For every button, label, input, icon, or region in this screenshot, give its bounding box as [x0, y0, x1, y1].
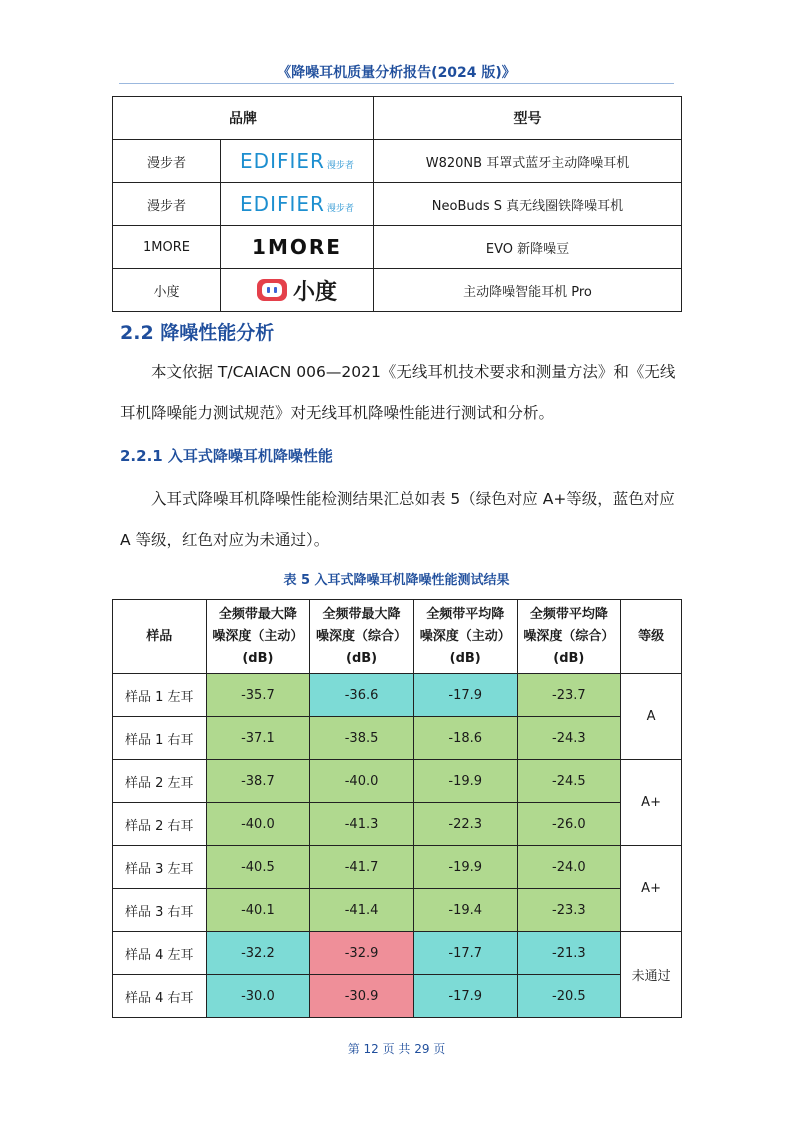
- model-column-header: 型号: [374, 97, 682, 140]
- value-cell: -23.3: [517, 889, 621, 932]
- xiaodu-logo-text: 小度: [292, 279, 337, 305]
- section-heading-2-2-1: 2.2.1 入耳式降噪耳机降噪性能: [120, 447, 333, 465]
- table-row: [113, 932, 682, 975]
- table-row: [113, 140, 682, 183]
- sample-cell: 样品 3 左耳: [113, 846, 207, 889]
- value-cell: -26.0: [517, 803, 621, 846]
- value-cell: -19.4: [413, 889, 517, 932]
- value-cell: -19.9: [413, 760, 517, 803]
- brand-cell: 漫步者: [113, 183, 221, 226]
- value-cell: -38.7: [206, 760, 310, 803]
- table-row: [113, 975, 682, 1018]
- value-cell: -40.0: [310, 760, 414, 803]
- body-paragraph: 入耳式降噪耳机降噪性能检测结果汇总如表 5（绿色对应 A+等级，蓝色对应 A 等级，红色对应为未通过）。: [120, 490, 675, 549]
- table-row: [113, 889, 682, 932]
- header-divider: [119, 83, 674, 84]
- avg-combined-column-header: [517, 600, 621, 674]
- value-cell: -23.7: [517, 674, 621, 717]
- grade-column-header: 等级: [621, 600, 682, 674]
- grade-cell: A+: [621, 846, 682, 932]
- brand-cell: 小度: [113, 269, 221, 312]
- max-combined-column-header: [310, 600, 414, 674]
- value-cell: -40.5: [206, 846, 310, 889]
- header-line: 全频带平均降: [529, 606, 608, 622]
- brand-table-header-row: [113, 97, 682, 140]
- value-cell: -17.9: [413, 975, 517, 1018]
- table-row: [113, 674, 682, 717]
- table-row: [113, 226, 682, 269]
- sample-cell: 样品 1 左耳: [113, 674, 207, 717]
- value-cell: -32.2: [206, 932, 310, 975]
- xiaodu-logo-icon: [257, 279, 287, 301]
- sample-cell: 样品 4 左耳: [113, 932, 207, 975]
- sample-column-header: 样品: [113, 600, 207, 674]
- header-line: 噪深度（主动）: [212, 628, 304, 644]
- value-cell: -30.0: [206, 975, 310, 1018]
- table-row: [113, 269, 682, 312]
- value-cell: -35.7: [206, 674, 310, 717]
- value-cell: -40.1: [206, 889, 310, 932]
- header-line: 全频带平均降: [426, 606, 505, 622]
- value-cell: -24.0: [517, 846, 621, 889]
- header-line: (dB): [242, 650, 274, 666]
- brand-cell: 漫步者: [113, 140, 221, 183]
- table-caption: 表 5 入耳式降噪耳机降噪性能测试结果: [283, 573, 510, 588]
- report-header-title: 《降噪耳机质量分析报告(2024 版)》: [277, 65, 516, 81]
- 1more-logo-text: 1MORE: [252, 235, 342, 259]
- value-cell: -32.9: [310, 932, 414, 975]
- brand-cell: 1MORE: [113, 226, 221, 269]
- header-line: (dB): [449, 650, 481, 666]
- header-line: 噪深度（综合）: [523, 628, 615, 644]
- sample-cell: 样品 1 右耳: [113, 717, 207, 760]
- value-cell: -40.0: [206, 803, 310, 846]
- value-cell: -17.9: [413, 674, 517, 717]
- value-cell: -30.9: [310, 975, 414, 1018]
- table-row: [113, 183, 682, 226]
- value-cell: -20.5: [517, 975, 621, 1018]
- value-cell: -19.9: [413, 846, 517, 889]
- table-row: [113, 717, 682, 760]
- table-row: [113, 803, 682, 846]
- edifier-logo-subtext: 漫步者: [326, 161, 354, 171]
- brand-column-header: 品牌: [113, 97, 374, 140]
- edifier-logo-text: EDIFIER: [240, 149, 325, 173]
- value-cell: -17.7: [413, 932, 517, 975]
- value-cell: -24.5: [517, 760, 621, 803]
- result-table-header-row: [113, 600, 682, 674]
- sample-cell: 样品 4 右耳: [113, 975, 207, 1018]
- sample-cell: 样品 3 右耳: [113, 889, 207, 932]
- max-active-column-header: [206, 600, 310, 674]
- noise-cancelling-results-table: [112, 599, 682, 1018]
- edifier-logo-text: EDIFIER: [240, 192, 325, 216]
- result-table-body: [113, 674, 682, 1018]
- value-cell: -38.5: [310, 717, 414, 760]
- table-row: [113, 760, 682, 803]
- 1more-logo: [221, 226, 374, 269]
- model-cell: W820NB 耳罩式蓝牙主动降噪耳机: [374, 140, 682, 183]
- header-line: (dB): [346, 650, 378, 666]
- value-cell: -18.6: [413, 717, 517, 760]
- model-cell: 主动降噪智能耳机 Pro: [374, 269, 682, 312]
- header-line: 全频带最大降: [322, 606, 401, 622]
- header-line: (dB): [553, 650, 585, 666]
- grade-cell: 未通过: [621, 932, 682, 1018]
- header-line: 噪深度（综合）: [316, 628, 408, 644]
- value-cell: -24.3: [517, 717, 621, 760]
- grade-cell: A: [621, 674, 682, 760]
- value-cell: -41.7: [310, 846, 414, 889]
- brand-model-table: [112, 96, 682, 312]
- sample-cell: 样品 2 左耳: [113, 760, 207, 803]
- body-paragraph: 本文依据 T/CAIACN 006—2021《无线耳机技术要求和测量方法》和《无线耳机降噪能力测试规范》对无线耳机降噪性能进行测试和分析。: [120, 363, 676, 422]
- xiaodu-logo: [221, 269, 374, 312]
- header-line: 噪深度（主动）: [419, 628, 511, 644]
- value-cell: -37.1: [206, 717, 310, 760]
- edifier-logo: [221, 140, 374, 183]
- sample-cell: 样品 2 右耳: [113, 803, 207, 846]
- edifier-logo-subtext: 漫步者: [326, 204, 354, 214]
- page-number: 第 12 页 共 29 页: [347, 1042, 446, 1056]
- value-cell: -36.6: [310, 674, 414, 717]
- edifier-logo: [221, 183, 374, 226]
- grade-cell: A+: [621, 760, 682, 846]
- value-cell: -22.3: [413, 803, 517, 846]
- section-heading-2-2: 2.2 降噪性能分析: [120, 322, 275, 344]
- value-cell: -41.4: [310, 889, 414, 932]
- header-line: 全频带最大降: [218, 606, 297, 622]
- model-cell: NeoBuds S 真无线圈铁降噪耳机: [374, 183, 682, 226]
- value-cell: -41.3: [310, 803, 414, 846]
- value-cell: -21.3: [517, 932, 621, 975]
- avg-active-column-header: [413, 600, 517, 674]
- model-cell: EVO 新降噪豆: [374, 226, 682, 269]
- table-row: [113, 846, 682, 889]
